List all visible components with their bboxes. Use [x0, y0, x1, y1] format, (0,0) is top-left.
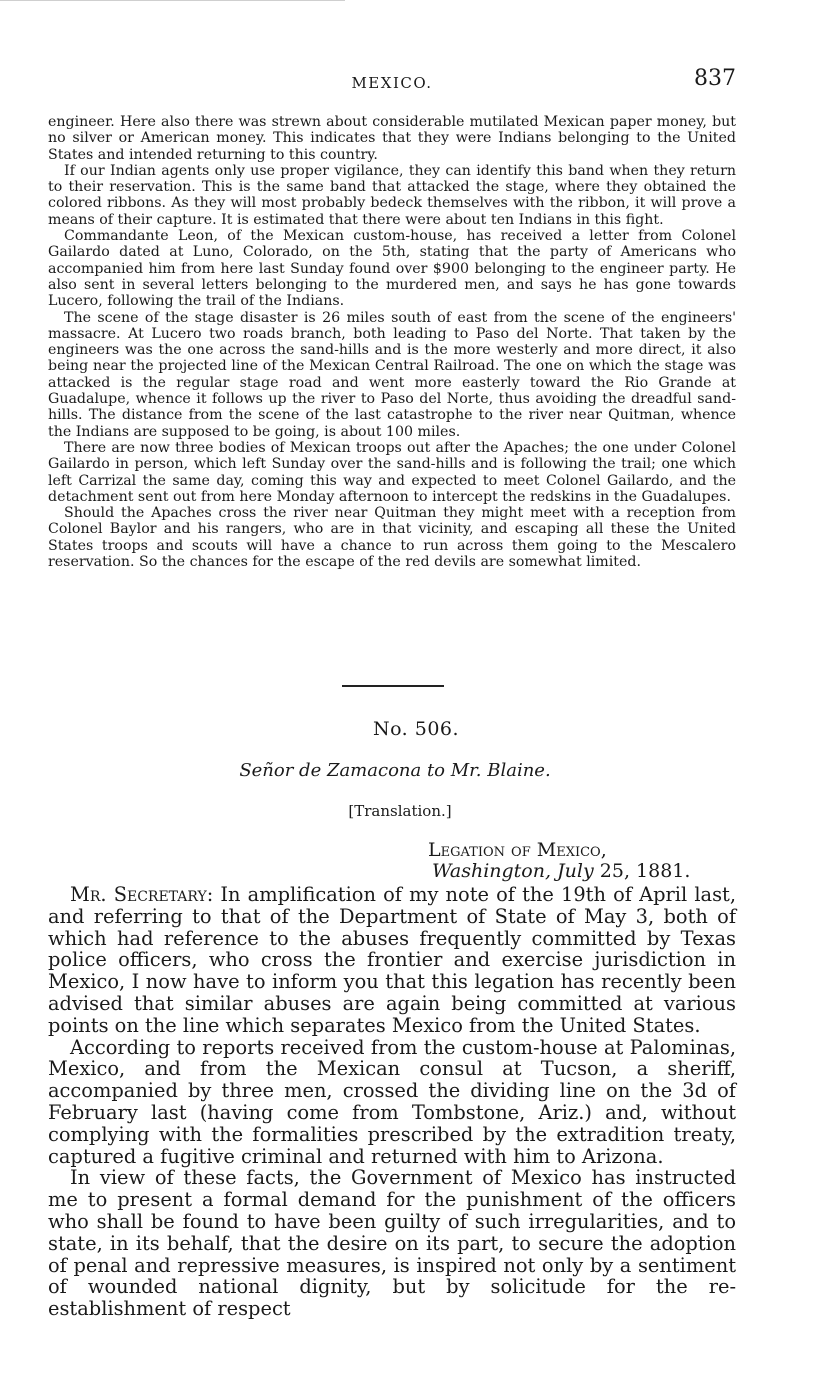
- paragraph: If our Indian agents only use proper vigilance, they can identify this band when they return to their reservation. This is the same band that attacked the stage, where they obtained the colored ribbons. As they will most probably bedeck themselves with the ribbon, it will prove a means of their capture. It is estimated that there were about ten Indians in this fight.: [48, 162, 736, 228]
- top-rule: [0, 0, 345, 1]
- paragraph: There are now three bodies of Mexican troops out after the Apaches; the one under Colonel Gailardo in person, which left Sunday over the sand-hills and is following the trail; one which left Carrizal the same day, coming this way and expected to meet Colonel Gailardo, and the detachment sent out from here Monday afternoon to intercept the redskins in the Guadalupes.: [48, 439, 736, 505]
- paragraph: Should the Apaches cross the river near Quitman they might meet with a reception from Colonel Baylor and his rangers, who are in that vicinity, and escaping all these the United States troops and scouts will have a chance to run across them going to the Mescalero reservation. So the chances for the escape of the red devils are somewhat limited.: [48, 505, 736, 571]
- page-number: 837: [694, 66, 736, 91]
- paragraph: In view of these facts, the Government of Mexico has instructed me to present a formal demand for the punishment of the officers who shall be found to have been guilty of such irregularities, and to state, in its behalf, that the desire on its part, to secure the adoption of penal and repressive measures, is inspired not only by a sentiment of wounded national dignity, but by solicitude for the re-establishment of respect: [48, 1166, 736, 1321]
- paragraph: The scene of the stage disaster is 26 miles south of east from the scene of the engineers' massacre. At Lucero two roads branch, both leading to Paso del Norte. That taken by the engineers was the one across the sand-hills and is the more westerly and more direct, it also being near the projected line of the Mexican Central Railroad. The one on which the stage was attacked is the regular stage road and went more easterly toward the Rio Grande at Guadalupe, whence it follows up the river to Paso del Norte, thus avoiding the dreadful sand-hills. The distance from the scene of the last catastrophe to the river near Quitman, whence the Indians are supposed to be going, is about 100 miles.: [48, 309, 736, 440]
- salutation: Mr. Secretary:: [70, 883, 214, 906]
- document-title: Señor de Zamacona to Mr. Blaine.: [239, 760, 551, 781]
- paragraph: According to reports received from the custom-house at Palominas, Mexico, and from the Mexican consul at Tucson, a sheriff, accompanied by three men, crossed the dividing line on the 3d of February last (having come from Tombstone, Ariz.) and, without complying with the formalities prescribed by the extradition treaty, captured a fugitive criminal and returned with him to Arizona.: [48, 1035, 736, 1168]
- running-title: MEXICO.: [351, 74, 433, 92]
- document-number: No. 506.: [372, 718, 460, 740]
- paragraph: Commandante Leon, of the Mexican custom-house, has received a letter from Colonel Gailardo dated at Luno, Colorado, on the 5th, stating that the party of Americans who accompanied him from here last Sunday found over $900 belonging to the engineer party. He also sent in several letters belonging to the murdered men, and says he has gone towards Lucero, following the trail of the Indians.: [48, 228, 736, 310]
- legation-heading: Legation of Mexico,: [428, 839, 607, 861]
- section-divider: [342, 685, 444, 687]
- paragraph: [48, 884, 736, 1037]
- continuation-text: [48, 114, 736, 570]
- page-header: [48, 66, 736, 96]
- dateline-place: Washington, July: [432, 860, 594, 882]
- paragraph-text: In amplification of my note of the 19th of April last, and referring to that of the Department of State of May 3, both of which had reference to the abuses frequently committed by Texas police officers, who cross the frontier and exercise jurisdiction in Mexico, I now have to inform you that this legation has recently been advised that similar abuses are again being committed at various points on the line which separates Mexico from the United States.: [48, 883, 736, 1037]
- dateline: [432, 860, 690, 882]
- dateline-date: 25, 1881.: [599, 860, 691, 882]
- translation-note: [Translation.]: [348, 802, 452, 820]
- paragraph: engineer. Here also there was strewn about considerable mutilated Mexican paper money, but no silver or American money. This indicates that they were Indians belonging to the United States and intended returning to this country.: [48, 114, 736, 163]
- letter-body: [48, 884, 736, 1320]
